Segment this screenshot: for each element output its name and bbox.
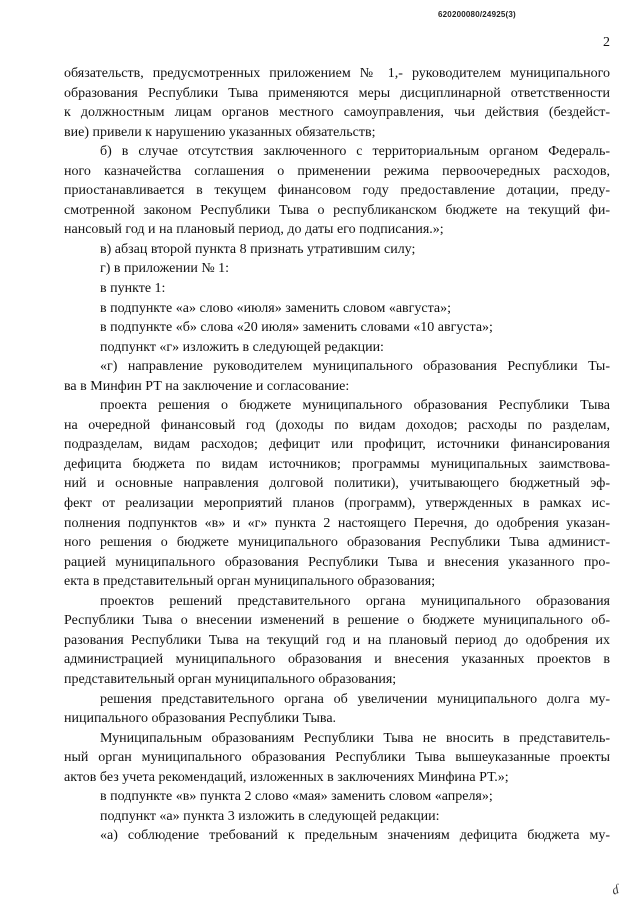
text-line: в подпункте «б» слова «20 июля» заменить словами «10 августа»; bbox=[100, 320, 493, 336]
text-line: подпункт «г» изложить в следующей редакции: bbox=[100, 339, 384, 355]
text-line: подразделам, видам расходов; дефицит или профицит, источники финансирования bbox=[64, 437, 610, 453]
handwritten-mark: ɗ bbox=[609, 881, 621, 898]
text-line: вие) привели к нарушению указанных обязательств; bbox=[64, 124, 376, 140]
text-line: екта в представительный орган муниципального образования; bbox=[64, 574, 436, 590]
text-line: ного казначейства соглашения о применении режима первоочередных расходов, bbox=[64, 163, 610, 179]
text-line: проекта решения о бюджете муниципального образования Республики Тыва bbox=[100, 398, 610, 414]
text-line: смотренной законом Республики Тыва о республиканском бюджете на текущий фи- bbox=[64, 202, 610, 218]
text-line: обязательств, предусмотренных приложением № 1,- руководителем муниципального bbox=[64, 66, 610, 81]
text-line: нансовый год и на плановый период, до даты его подписания.»; bbox=[64, 222, 444, 238]
text-line: ного решения о бюджете муниципального образования Республики Тыва админист- bbox=[64, 535, 610, 551]
text-line: администрацией муниципального образования и внесения указанных проектов в bbox=[64, 652, 610, 668]
text-line: в подпункте «а» слово «июля» заменить словом «августа»; bbox=[100, 300, 451, 316]
text-line: ный орган муниципального образования Республики Тыва вышеуказанные проекты bbox=[64, 750, 610, 766]
text-line: проектов решений представительного органа муниципального образования bbox=[100, 593, 610, 609]
page-number: 2 bbox=[603, 35, 610, 50]
text-line: в подпункте «в» пункта 2 слово «мая» заменить словом «апреля»; bbox=[100, 789, 493, 805]
text-line: решения представительного органа об увеличении муниципального долга му- bbox=[100, 691, 610, 707]
document-body bbox=[64, 64, 610, 846]
text-line: к должностным лицам органов местного самоуправления, чьи действия (бездейст- bbox=[64, 105, 610, 121]
text-line: подпункт «а» пункта 3 изложить в следующей редакции: bbox=[100, 808, 440, 824]
text-line: в) абзац второй пункта 8 признать утратившим силу; bbox=[100, 241, 416, 257]
text-line: актов без учета рекомендаций, изложенных в заключениях Минфина РТ.»; bbox=[64, 769, 509, 785]
text-line: фект от реализации мероприятий планов (программ), утвержденных в рамках ис- bbox=[64, 496, 610, 512]
text-line: полнения подпунктов «в» и «г» пункта 2 настоящего Перечня, до одобрения указан- bbox=[64, 515, 610, 531]
text-line: образования Республики Тыва применяются меры дисциплинарной ответственности bbox=[64, 85, 610, 101]
text-line: «г) направление руководителем муниципального образования Республики Ты- bbox=[100, 359, 610, 375]
text-line: ва в Минфин РТ на заключение и согласование: bbox=[64, 378, 350, 394]
text-line: Республики Тыва о внесении изменений в решение о бюджете муниципального об- bbox=[64, 613, 610, 629]
text-line: Муниципальным образованиям Республики Тыва не вносить в представитель- bbox=[100, 730, 610, 746]
text-line: ниципального образования Республики Тыва. bbox=[64, 711, 337, 727]
text-line: ний и основные направления долговой политики), учитывающего бюджетный эф- bbox=[64, 476, 610, 492]
text-line: в пункте 1: bbox=[100, 281, 166, 297]
text-line: рацией муниципального образования Республики Тыва и внесения указанного про- bbox=[64, 554, 610, 570]
text-line: на очередной финансовый год (доходы по видам доходов; расходы по разделам, bbox=[64, 417, 610, 433]
text-line: приостанавливается в текущем финансовом году предоставление дотации, преду- bbox=[64, 183, 610, 199]
text-line: «а) соблюдение требований к предельным значениям дефицита бюджета му- bbox=[100, 828, 610, 844]
text-line: б) в случае отсутствия заключенного с территориальным органом Федераль- bbox=[100, 144, 610, 160]
document-id: 620200080/24925(3) bbox=[438, 10, 516, 19]
text-line: представительный орган муниципального образования; bbox=[64, 671, 397, 687]
text-line: дефицита бюджета по видам источников; программы муниципальных заимствова- bbox=[64, 456, 610, 472]
text-line: г) в приложении № 1: bbox=[100, 261, 230, 277]
text-line: разования Республики Тыва на текущий год и на плановый период до одобрения их bbox=[64, 632, 610, 648]
